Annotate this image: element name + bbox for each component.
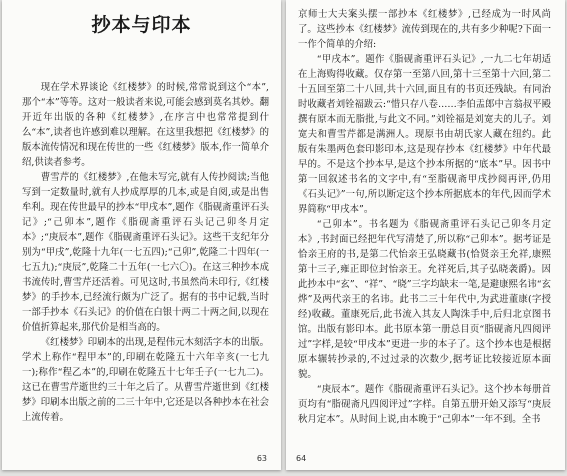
page-number: 63 bbox=[256, 454, 267, 463]
right-page bbox=[286, 0, 565, 470]
paragraph: 现在学术界谈论《红楼梦》的时候,常常说到这个“本”,那个“本”等等。这对一般读者来说,可能会感到莫名其妙。翻开近年出版的各种《红楼梦》,在序言中也常常提到什么“本”,读者也许感到难以理解。在这里我想把《红楼梦》的版本流传情况和现在传世的一些《红楼梦》版本,作一简单介绍,供读者参考。 bbox=[22, 82, 269, 168]
left-page bbox=[2, 0, 281, 470]
paragraph: 京师士大夫案头摆一部抄本《红楼梦》,已经成为一时风尚了。这些抄本《红楼梦》流传到现在的,共有多少种呢?下面一一作个简单的介绍: bbox=[298, 9, 551, 50]
page-number: 64 bbox=[296, 454, 307, 463]
left-page-body bbox=[22, 80, 269, 438]
paragraph: “己卯本”。书名题为《脂砚斋重评石头记己卯冬月定本》,书封面已经把年代写清楚了,所以称“己卯本”。据考证是恰亲王府的书,是第二代怡亲王弘晓藏书(恰贤亲王允祥,康熙第十三子,雍正即位封怡亲王。允祥死后,其子弘晓袭爵)。因此抄本中“玄”、“祥”、“晓”三字均缺末一笔,是避康熙名讳“玄烨”及两代亲王的名讳。此书二三十年代中,为武进董康(字授经)收藏。董康死后,此书流入其友人陶洙手中,后归北京图书馆。出版有影印本。此书原本第一册总目页“脂砚斋凡四阅评过”字样,是较“甲戌本”更进一步的本子了。这个抄本也是根据原本辗转抄录的,不过过录的次数少,据考证比较接近原本面貌。 bbox=[298, 219, 551, 380]
paragraph: “甲戌本”。题作《脂砚斋重评石头记》,一九二七年胡适在上海购得收藏。仅存第一至第八回,第十三至第十六回,第二十五回至第二十八回,共十六回,面且有的书页还残缺。有同治时收藏者刘铨福跋云:“惜只存八卷……李伯盂郎中言翁叔平殿撰有原本而无脂批,与此文不同。”刘铨福是刘宽夫的儿子。刘宽夫和曹雪芹都是满洲人。现原书由胡氏家人藏在纽约。此版有朱墨两色套印影印本,这是现存抄本《红楼梦》中年代最早的。不是这个抄本早,是这个抄本所据的“底本”早。因书中第一回叙述书名的文字中,有“至脂砚斋甲戌抄阅再评,仍用《石头记》”一句,所以断定这个抄本所据底本的年代,因而学术界简称“甲戌本”。 bbox=[298, 54, 551, 215]
chapter-title: 抄本与印本 bbox=[91, 14, 192, 36]
paragraph: “庚辰本”。题作《脂砚斋重评石头记》。这个抄本每册首页均有“脂砚斋凡四阅评过”字样。自第五册开始又添写“庚辰秋月定本”。从时间上说,由本晚于“己卯本”一年不到。全书 bbox=[298, 384, 551, 425]
paragraph: 曹雪芹的《红楼梦》,在他未写完,就有人传抄阅读;当他写到一定数量时,就有人抄成厚厚的几本,或是自阅,或是出售牟利。现在传世最早的抄本“甲戌本”,题作《脂砚斋重评石头记》;“己卯本”,题作《脂砚斋重评石头记己卯冬月定本》;“庚辰本”,题作《脂砚斋重评石头记》。这些干支纪年分别为“甲戌”,乾隆十九年(一七五四);“己卯”,乾隆二十四年(一七五九);“庚辰”,乾隆二十五年(一七六〇)。在这三种抄本成书流传时,曹雪芹还活着。可见这时,书虽然尚未印行,《红楼梦》的手抄本,已经流行颇为广泛了。据有的书中记载,当时一部手抄本《石头记》的价值在白银十两二十两之间,以现在价值折算起来,那代价是相当高的。 bbox=[22, 172, 269, 333]
right-page-body bbox=[298, 7, 551, 437]
paragraph: 《红楼梦》印刷本的出现,是程伟元木刻活字本的出版。学术上称作“程甲本”的,印刷在乾隆五十六年辛亥(一七九一);称作“程乙本”的,印刷在乾隆五十七年壬子(一七九二)。这已在曹雪芹逝世约三十年之后了。从曹雪芹逝世到《红楼梦》印刷本出版之前的二三十年中,它还是以各种抄本在社会上流传着。 bbox=[22, 337, 269, 423]
